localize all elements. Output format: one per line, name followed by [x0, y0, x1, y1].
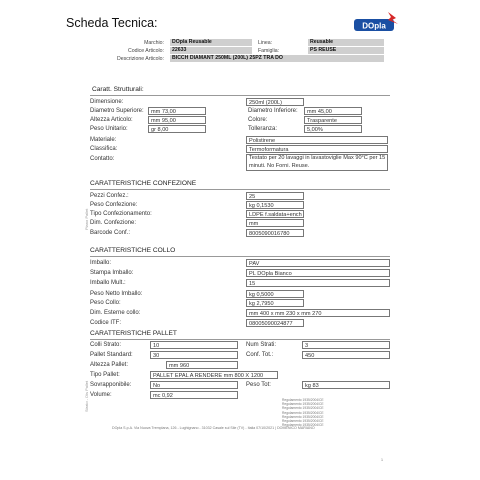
- imballo-label: Imballo:: [90, 260, 112, 266]
- collo-heading: CARATTERISTICHE COLLO: [90, 247, 176, 254]
- peso-unitario-label: Peso Unitario:: [90, 126, 128, 132]
- tipo-confezionamento-label: Tipo Confezionamento:: [90, 211, 152, 217]
- colli-strato-label: Colli Strato:: [90, 342, 122, 348]
- regulation-line: Regolamento 1935/2004/CE: [282, 423, 324, 428]
- dopla-logo: [352, 10, 400, 36]
- tipo-pallet-label: Tipo Pallet:: [90, 372, 120, 378]
- descrizione-label: Descrizione Articolo:: [117, 56, 164, 62]
- document-page: [60, 0, 400, 480]
- diam-sup-value: mm 73,00: [148, 107, 206, 115]
- altezza-pallet-value: mm 960: [166, 361, 238, 369]
- colore-value: Trasparente: [304, 116, 362, 124]
- classifica-label: Classifica:: [90, 146, 118, 152]
- peso-unitario-value: gr 8,00: [148, 125, 206, 133]
- colli-strato-value: 10: [150, 341, 238, 349]
- diam-sup-label: Diametro Superiore:: [90, 108, 144, 114]
- colore-label: Colore:: [248, 117, 268, 123]
- imballo-multi-value: 15: [246, 279, 390, 287]
- sovrapponibile-value: No: [150, 381, 238, 389]
- altezza-value: mm 95,00: [148, 116, 206, 124]
- dim-collo-label: Dim. Esterne collo:: [90, 310, 141, 316]
- regulations-list: [282, 398, 324, 427]
- codice-value: 22633: [170, 47, 252, 54]
- peso-collo-label: Peso Collo:: [90, 300, 121, 306]
- pallet-standard-value: 30: [150, 351, 238, 359]
- marchio-label: Marchio:: [144, 40, 164, 46]
- regulation-line: Regolamento 1935/2004/CE: [282, 414, 324, 419]
- caratt-heading: Caratt. Strutturali:: [92, 86, 144, 93]
- contatto-value: Testato per 20 lavaggi in lavastoviglie Max 90°C per 15 minuti. No Forni. Reuse.: [246, 154, 388, 171]
- descrizione-value: BICCH DIAMANT 250ML (200L) 25PZ TRA DO: [170, 55, 384, 62]
- peso-confezione-value: kg 0,1530: [246, 201, 304, 209]
- regulation-line: Regolamento 1935/2004/CE: [282, 402, 324, 407]
- stampa-imballo-value: PL DOpla Bianco: [246, 269, 390, 277]
- confezione-heading: CARATTERISTICHE CONFEZIONE: [90, 180, 197, 187]
- imballo-value: PAV: [246, 259, 390, 267]
- tolleranza-value: 5,00%: [304, 125, 362, 133]
- barcode-label: Barcode Conf.:: [90, 230, 131, 236]
- famiglia-label: Famiglia:: [258, 48, 280, 54]
- regulation-line: Regolamento 1935/2004/CE: [282, 398, 324, 402]
- page-number: 1: [381, 458, 383, 462]
- pezzi-label: Pezzi Confez.:: [90, 193, 129, 199]
- codice-label: Codice Articolo:: [127, 48, 164, 54]
- regulation-line: Regolamento 1935/2004/CE: [282, 410, 324, 415]
- logo-text: DOpla: [362, 21, 386, 31]
- linea-value: Reusable: [308, 39, 384, 46]
- peso-confezione-label: Peso Confezione:: [90, 202, 138, 208]
- barcode-value: 8005090016780: [246, 229, 304, 237]
- tolleranza-label: Tolleranza:: [248, 126, 278, 132]
- collo-divider: [90, 256, 390, 257]
- marchio-value: DOpla Reusable: [170, 39, 252, 46]
- dimensione-value: 250ml (200L): [246, 98, 304, 106]
- materiale-value: Polistirene: [246, 136, 388, 144]
- confezione-divider: [90, 189, 390, 190]
- dimensione-label: Dimensione:: [90, 99, 124, 105]
- volume-label: Volume:: [90, 392, 112, 398]
- volume-value: mc 0,92: [150, 391, 238, 399]
- diam-inf-label: Diametro Inferiore:: [248, 108, 298, 114]
- num-strati-label: Num Strati:: [246, 342, 277, 348]
- tipo-confezionamento-value: LDPE f.saldata+ench: [246, 210, 304, 218]
- regulation-line: Regolamento 1935/2004/CE: [282, 406, 324, 411]
- imballo-multi-label: Imballo Mult.:: [90, 280, 126, 286]
- conf-tot-label: Conf. Tot.:: [246, 352, 274, 358]
- footer-text: DOpla S.p.A. Via Nuova Tremplana, 126 - Lughignano - 31032 Casale sul Sile (TV) - Italia 07/10/2021 | DOMENICO MARIANO: [112, 426, 315, 430]
- peso-collo-value: kg 2,7950: [246, 299, 304, 307]
- dim-confezione-label: Dim. Confezione:: [90, 220, 137, 226]
- conf-tot-value: 450: [302, 351, 390, 359]
- itf-label: Codice ITF:: [90, 320, 122, 326]
- num-strati-value: 3: [302, 341, 390, 349]
- sovrapponibile-label: Sovrapponibile:: [90, 382, 132, 388]
- pallet-divider: [90, 339, 390, 340]
- caratt-divider: [90, 95, 390, 96]
- stampa-imballo-label: Stampa Imballo:: [90, 270, 134, 276]
- itf-value: 08005090024877: [246, 319, 304, 327]
- contatto-label: Contatto:: [90, 156, 115, 162]
- altezza-pallet-label: Altezza Pallet:: [90, 362, 129, 368]
- peso-netto-label: Peso Netto Imballo:: [90, 291, 143, 297]
- confezione-side-label: Piano Pallet: [84, 208, 89, 230]
- diam-inf-value: mm 45,00: [304, 107, 362, 115]
- pallet-side-label: Strato - Dis Pallet: [84, 380, 89, 412]
- altezza-label: Altezza Articolo:: [90, 117, 133, 123]
- pallet-standard-label: Pallet Standard:: [90, 352, 133, 358]
- peso-netto-value: kg 0,5000: [246, 290, 304, 298]
- pezzi-value: 25: [246, 192, 304, 200]
- famiglia-value: PS REUSE: [308, 47, 384, 54]
- dim-collo-value: mm 400 x mm 230 x mm 270: [246, 309, 390, 317]
- peso-tot-value: kg 83: [302, 381, 390, 389]
- page-title: Scheda Tecnica:: [66, 16, 158, 30]
- dim-confezione-value: mm: [246, 219, 304, 227]
- regulation-line: Regolamento 1935/2004/CE: [282, 419, 324, 424]
- classifica-value: Termoformatura: [246, 145, 388, 153]
- pallet-heading: CARATTERISTICHE PALLET: [90, 330, 177, 337]
- peso-tot-label: Peso Tot:: [246, 382, 271, 388]
- tipo-pallet-value: PALLET EPAL A RENDERE mm 800 X 1200: [150, 371, 278, 379]
- materiale-label: Materiale:: [90, 137, 117, 143]
- linea-label: Linea:: [258, 40, 273, 46]
